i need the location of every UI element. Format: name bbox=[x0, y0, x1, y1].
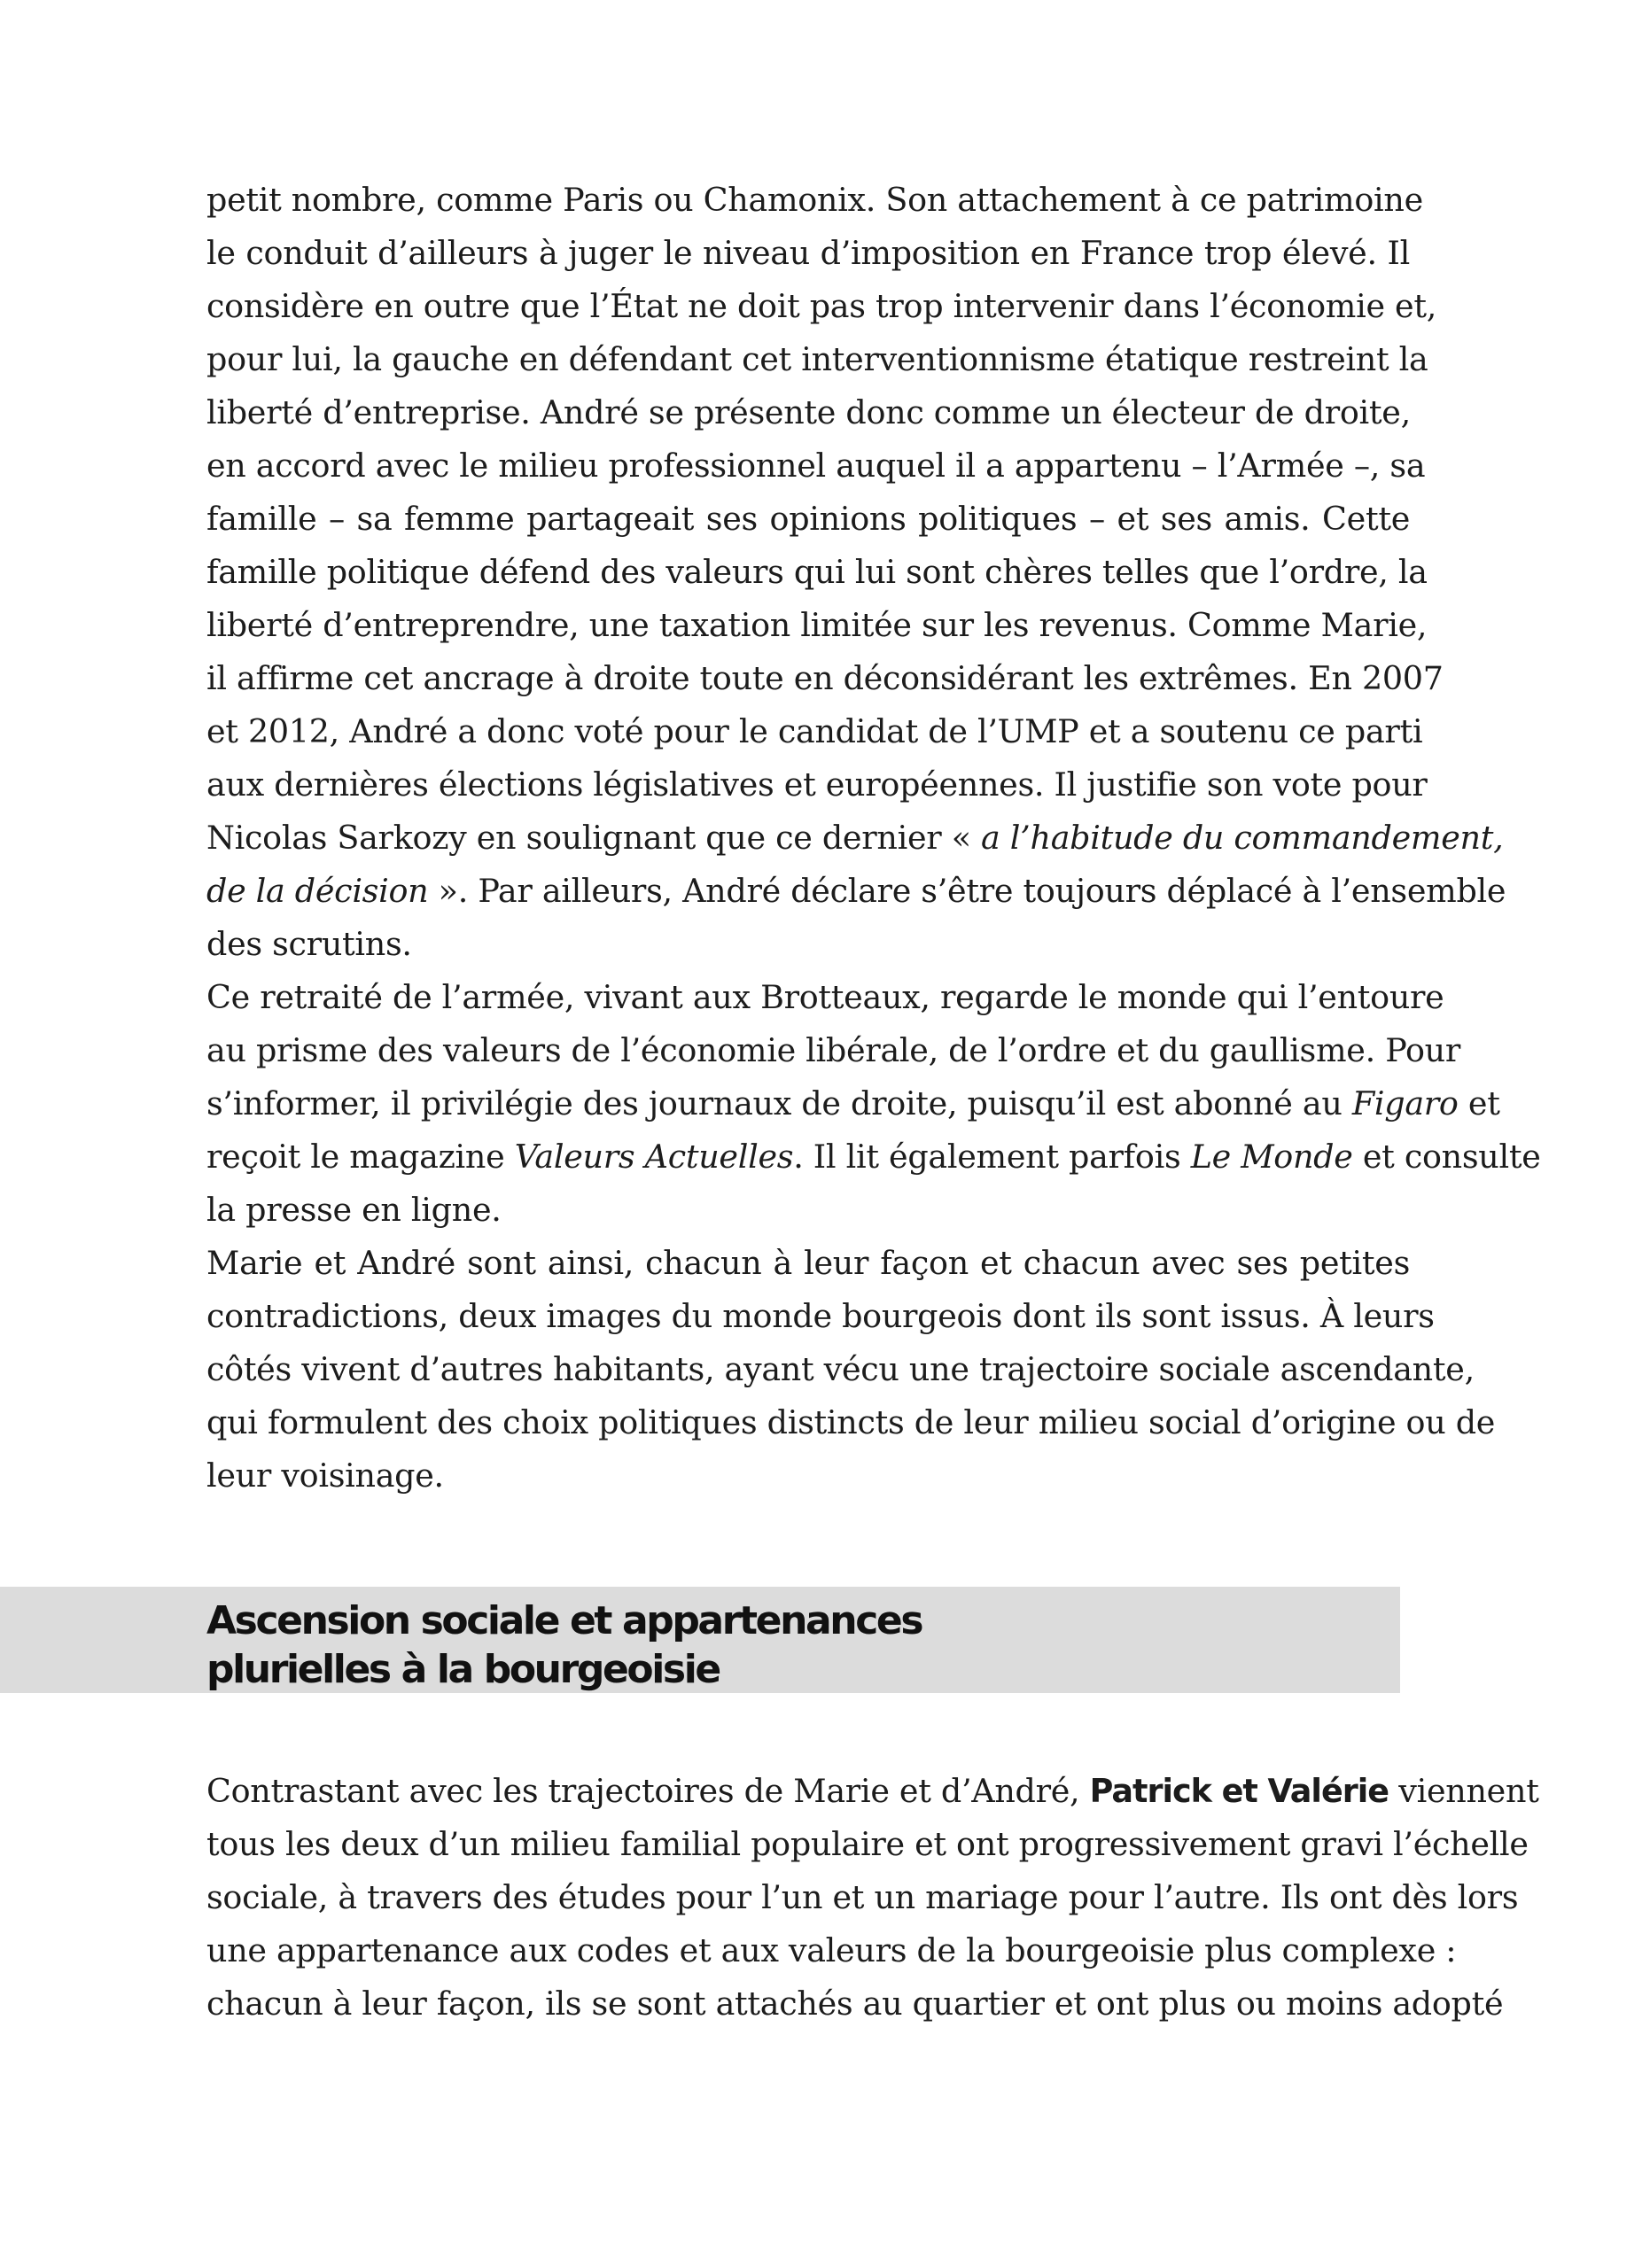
text-run: au prisme des valeurs de l’économie libérale, de l’ordre et du gaullisme. Pour bbox=[206, 1031, 1461, 1069]
text-line bbox=[206, 1237, 1410, 1290]
text-line bbox=[206, 1290, 1435, 1343]
text-line bbox=[206, 1449, 1410, 1503]
text-run: ». Par ailleurs, André déclare s’être toujours déplacé à l’ensemble bbox=[428, 872, 1506, 910]
text-run: considère en outre que l’État ne doit pas trop intervenir dans l’économie et, bbox=[206, 287, 1437, 325]
text-line bbox=[206, 1818, 1529, 1871]
text-run: Marie et André sont ainsi, chacun à leur façon et chacun avec ses petites bbox=[206, 1244, 1410, 1282]
text-line bbox=[206, 599, 1428, 652]
text-line bbox=[206, 1871, 1519, 1924]
text-line bbox=[206, 865, 1506, 918]
section-heading bbox=[206, 1596, 1394, 1694]
text-run: s’informer, il privilégie des journaux de droite, puisqu’il est abonné au bbox=[206, 1084, 1352, 1122]
section-heading-line-2: plurielles à la bourgeoisie bbox=[206, 1647, 720, 1692]
text-line bbox=[206, 652, 1444, 705]
section-heading-line-1: Ascension sociale et appartenances bbox=[206, 1598, 922, 1643]
text-line bbox=[206, 546, 1428, 599]
body-paragraph bbox=[206, 1237, 1496, 1503]
text-run: le conduit d’ailleurs à juger le niveau d’imposition en France trop élevé. Il bbox=[206, 234, 1410, 272]
text-run: contradictions, deux images du monde bourgeois dont ils sont issus. À leurs bbox=[206, 1297, 1435, 1335]
text-run: une appartenance aux codes et aux valeurs de la bourgeoisie plus complexe : bbox=[206, 1931, 1457, 1969]
text-run: qui formulent des choix politiques distincts de leur milieu social d’origine ou de bbox=[206, 1403, 1496, 1441]
italic-text: Valeurs Actuelles bbox=[514, 1138, 794, 1176]
text-line bbox=[206, 1765, 1539, 1818]
text-line bbox=[206, 333, 1428, 386]
text-run: pour lui, la gauche en défendant cet interventionnisme étatique restreint la bbox=[206, 340, 1428, 378]
text-run: en accord avec le milieu professionnel auquel il a appartenu – l’Armée –, sa bbox=[206, 447, 1426, 485]
text-line bbox=[206, 918, 1410, 971]
text-run: Nicolas Sarkozy en soulignant que ce dernier « bbox=[206, 819, 982, 857]
text-line bbox=[206, 1024, 1461, 1077]
text-line bbox=[206, 174, 1423, 227]
text-line bbox=[206, 493, 1410, 546]
text-line bbox=[206, 971, 1444, 1024]
text-run: reçoit le magazine bbox=[206, 1138, 515, 1176]
italic-text: Figaro bbox=[1351, 1084, 1459, 1122]
text-run: sociale, à travers des études pour l’un et un mariage pour l’autre. Ils ont dès lors bbox=[206, 1878, 1519, 1916]
text-line bbox=[206, 386, 1410, 439]
text-run: petit nombre, comme Paris ou Chamonix. Son attachement à ce patrimoine bbox=[206, 181, 1423, 219]
text-run: famille – sa femme partageait ses opinions politiques – et ses amis. Cette bbox=[206, 500, 1410, 538]
italic-text: Le Monde bbox=[1190, 1138, 1353, 1176]
text-run: côtés vivent d’autres habitants, ayant vécu une trajectoire sociale ascendante, bbox=[206, 1350, 1475, 1388]
text-run: tous les deux d’un milieu familial populaire et ont progressivement gravi l’échelle bbox=[206, 1825, 1529, 1863]
text-run: et consulte bbox=[1352, 1138, 1541, 1176]
text-line bbox=[206, 1184, 1410, 1237]
text-run: leur voisinage. bbox=[206, 1456, 444, 1495]
text-run: famille politique défend des valeurs qui lui sont chères telles que l’ordre, la bbox=[206, 553, 1428, 591]
text-line bbox=[206, 1077, 1500, 1130]
text-run: viennent bbox=[1388, 1772, 1539, 1810]
text-line bbox=[206, 439, 1426, 493]
text-run: des scrutins. bbox=[206, 925, 412, 963]
body-paragraph bbox=[206, 174, 1506, 971]
text-run: et bbox=[1458, 1084, 1500, 1122]
text-run: liberté d’entreprendre, une taxation limitée sur les revenus. Comme Marie, bbox=[206, 606, 1428, 644]
text-line bbox=[206, 758, 1428, 812]
text-run: liberté d’entreprise. André se présente donc comme un électeur de droite, bbox=[206, 393, 1411, 431]
text-run: Contrastant avec les trajectoires de Marie et d’André, bbox=[206, 1772, 1090, 1810]
text-line bbox=[206, 812, 1504, 865]
bold-name-text: Patrick et Valérie bbox=[1089, 1772, 1389, 1810]
text-line bbox=[206, 1130, 1541, 1184]
text-line bbox=[206, 280, 1437, 333]
text-run: chacun à leur façon, ils se sont attachés au quartier et ont plus ou moins adopté bbox=[206, 1984, 1504, 2023]
text-run: aux dernières élections législatives et européennes. Il justifie son vote pour bbox=[206, 765, 1428, 804]
text-run: il affirme cet ancrage à droite toute en déconsidérant les extrêmes. En 2007 bbox=[206, 659, 1444, 697]
text-run: Ce retraité de l’armée, vivant aux Brotteaux, regarde le monde qui l’entoure bbox=[206, 978, 1444, 1016]
italic-text: de la décision bbox=[206, 872, 429, 910]
text-line bbox=[206, 227, 1410, 280]
text-run: et 2012, André a donc voté pour le candidat de l’UMP et a soutenu ce parti bbox=[206, 712, 1423, 750]
text-line bbox=[206, 1924, 1457, 1977]
text-line bbox=[206, 705, 1423, 758]
text-line bbox=[206, 1343, 1475, 1396]
text-run: . Il lit également parfois bbox=[793, 1138, 1191, 1176]
body-paragraph bbox=[206, 1765, 1539, 2031]
text-line bbox=[206, 1977, 1504, 2031]
body-paragraph bbox=[206, 971, 1541, 1237]
text-line bbox=[206, 1396, 1496, 1449]
italic-text: a l’habitude du commandement, bbox=[981, 819, 1504, 857]
text-run: la presse en ligne. bbox=[206, 1191, 502, 1229]
